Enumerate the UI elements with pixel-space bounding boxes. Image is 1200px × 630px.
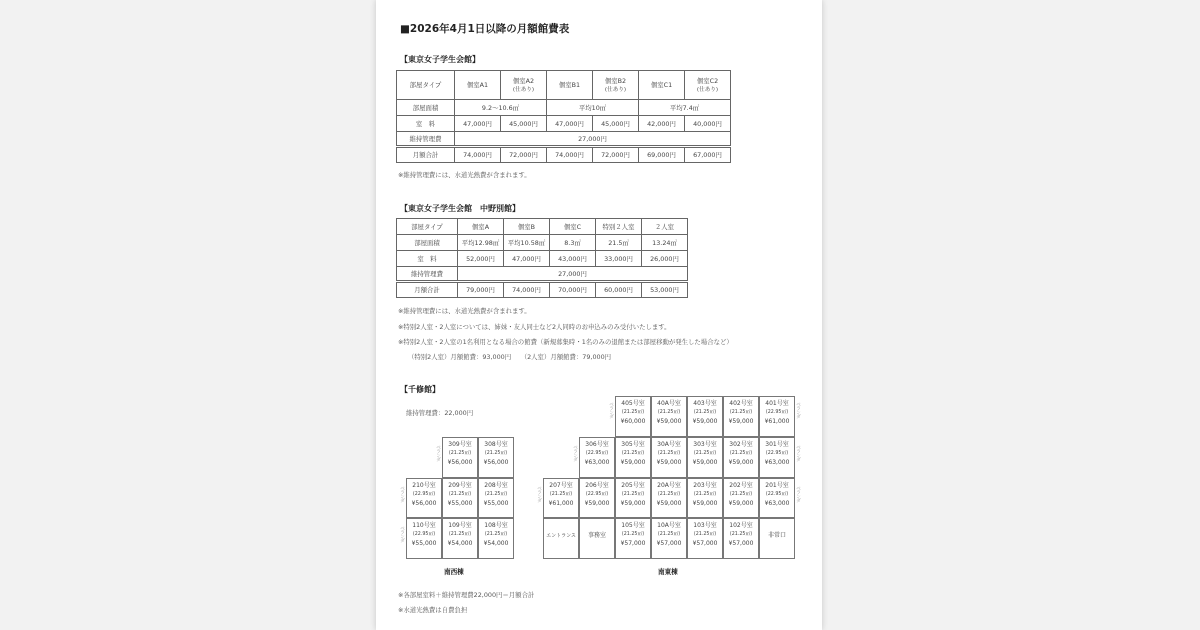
table-row (397, 132, 731, 147)
section-heading-senshukan: 【千修館】 (400, 385, 440, 394)
note: ※特別2人室・2人室の1名利用となる場合の館費（新規募集時・1名のみの退館または部屋移動が発生した場合など） (398, 338, 733, 346)
note: （特別2人室）月額館費：93,000円 （2人室）月額館費：79,000円 (408, 353, 612, 361)
note: ※維持管理費には、水道光熱費が含まれます。 (398, 307, 531, 315)
fee-table-nakano (396, 218, 688, 298)
room-cell: 206号室 (22.95㎡) ¥59,000 (579, 478, 615, 518)
document-title: ■2026年4月1日以降の月額館費表 (400, 23, 570, 35)
mgmt-fee-cell: 27,000円 (458, 267, 688, 282)
mgmt-fee-label: 維持管理費：22,000円 (406, 409, 474, 417)
room-type-cell: 個室C1 (639, 71, 685, 100)
office-cell: 事務室 (579, 518, 615, 559)
fee-cell: 43,000円 (550, 251, 596, 267)
room-cell: 302号室 (21.25㎡) ¥59,000 (723, 437, 759, 478)
room-cell: 401号室 (22.95㎡) ¥61,000 (759, 396, 795, 437)
room-type-cell: 個室C (550, 219, 596, 235)
room-type-cell: 個室C2 (仕あり) (685, 71, 731, 100)
balcony-marker: ベランダ (609, 403, 614, 420)
row-label: 月額合計 (397, 147, 455, 163)
room-cell: 30A号室 (21.25㎡) ¥59,000 (651, 437, 687, 478)
table-row (397, 116, 731, 132)
room-cell: 205号室 (21.25㎡) ¥59,000 (615, 478, 651, 518)
fee-cell: 42,000円 (639, 116, 685, 132)
table-row (397, 282, 688, 298)
row-label: 部屋タイプ (397, 219, 458, 235)
area-cell: 平均10.58㎡ (504, 235, 550, 251)
room-cell: 109号室 (21.25㎡) ¥54,000 (442, 518, 478, 559)
room-cell: 10A号室 (21.25㎡) ¥57,000 (651, 518, 687, 559)
room-cell: 301号室 (22.95㎡) ¥63,000 (759, 437, 795, 478)
note: ※各部屋室料＋維持管理費22,000円＝月額合計 (398, 591, 535, 599)
note: ※維持管理費には、水道光熱費が含まれます。 (398, 171, 531, 179)
fee-cell: 33,000円 (596, 251, 642, 267)
total-cell: 74,000円 (504, 282, 550, 298)
room-type-cell: 特別２人室 (596, 219, 642, 235)
mgmt-fee-cell: 27,000円 (455, 132, 731, 147)
area-cell: 9.2～10.6㎡ (455, 100, 547, 116)
row-label: 部屋タイプ (397, 71, 455, 100)
room-cell: 203号室 (21.25㎡) ¥59,000 (687, 478, 723, 518)
room-cell: 305号室 (21.25㎡) ¥59,000 (615, 437, 651, 478)
room-type-cell: 個室B (504, 219, 550, 235)
fee-table-tokyo (396, 70, 731, 163)
fee-cell: 40,000円 (685, 116, 731, 132)
row-label: 室 料 (397, 251, 458, 267)
total-cell: 53,000円 (642, 282, 688, 298)
row-label: 維持管理費 (397, 132, 455, 147)
section-heading-nakano: 【東京女子学生会館 中野別館】 (400, 204, 520, 213)
table-row (397, 235, 688, 251)
room-cell: 110号室 (22.95㎡) ¥55,000 (406, 518, 442, 559)
room-cell: 208号室 (21.25㎡) ¥55,000 (478, 478, 514, 518)
total-cell: 70,000円 (550, 282, 596, 298)
room-cell: 209号室 (21.25㎡) ¥55,000 (442, 478, 478, 518)
note: ※特別2人室・2人室については、姉妹・友人同士など2人同時のお申込みのみ受付いたします。 (398, 323, 671, 331)
balcony-marker: ベランダ (796, 403, 801, 420)
room-type-cell: 個室B1 (547, 71, 593, 100)
area-cell: 平均12.98㎡ (458, 235, 504, 251)
total-cell: 72,000円 (501, 147, 547, 163)
table-row (397, 267, 688, 282)
note: ※水道光熱費は自費負担 (398, 606, 468, 614)
total-cell: 72,000円 (593, 147, 639, 163)
total-cell: 74,000円 (547, 147, 593, 163)
balcony-marker: ベランダ (573, 446, 578, 463)
room-type-cell: 個室B2 (仕あり) (593, 71, 639, 100)
area-cell: 21.5㎡ (596, 235, 642, 251)
room-cell: 306号室 (22.95㎡) ¥63,000 (579, 437, 615, 478)
balcony-marker: ベランダ (400, 527, 405, 544)
room-type-cell: 個室A1 (455, 71, 501, 100)
total-cell: 74,000円 (455, 147, 501, 163)
table-row (397, 219, 688, 235)
building-label-southeast: 南東棟 (658, 568, 678, 576)
row-label: 維持管理費 (397, 267, 458, 282)
row-label: 部屋面積 (397, 100, 455, 116)
room-cell: 105号室 (21.25㎡) ¥57,000 (615, 518, 651, 559)
room-cell: 201号室 (22.95㎡) ¥63,000 (759, 478, 795, 518)
exit-cell: 非常口 (759, 518, 795, 559)
room-cell: 202号室 (21.25㎡) ¥59,000 (723, 478, 759, 518)
fee-cell: 26,000円 (642, 251, 688, 267)
row-label: 室 料 (397, 116, 455, 132)
area-cell: 平均10㎡ (547, 100, 639, 116)
room-cell: 103号室 (21.25㎡) ¥57,000 (687, 518, 723, 559)
table-row (397, 147, 731, 163)
room-cell: 405号室 (21.25㎡) ¥60,000 (615, 396, 651, 437)
total-cell: 67,000円 (685, 147, 731, 163)
row-label: 月額合計 (397, 282, 458, 298)
fee-cell: 45,000円 (501, 116, 547, 132)
fee-cell: 47,000円 (455, 116, 501, 132)
room-cell: 309号室 (21.25㎡) ¥56,000 (442, 437, 478, 478)
fee-cell: 47,000円 (504, 251, 550, 267)
room-type-cell: ２人室 (642, 219, 688, 235)
fee-cell: 52,000円 (458, 251, 504, 267)
room-cell: 108号室 (21.25㎡) ¥54,000 (478, 518, 514, 559)
fee-cell: 45,000円 (593, 116, 639, 132)
room-cell: 402号室 (21.25㎡) ¥59,000 (723, 396, 759, 437)
balcony-marker: ベランダ (796, 446, 801, 463)
balcony-marker: ベランダ (436, 446, 441, 463)
room-type-cell: 個室A (458, 219, 504, 235)
total-cell: 69,000円 (639, 147, 685, 163)
building-label-southwest: 南西棟 (444, 568, 464, 576)
balcony-marker: ベランダ (400, 487, 405, 504)
room-cell: 40A号室 (21.25㎡) ¥59,000 (651, 396, 687, 437)
room-cell: 210号室 (22.95㎡) ¥56,000 (406, 478, 442, 518)
room-cell: 20A号室 (21.25㎡) ¥59,000 (651, 478, 687, 518)
room-cell: 102号室 (21.25㎡) ¥57,000 (723, 518, 759, 559)
total-cell: 79,000円 (458, 282, 504, 298)
table-row (397, 100, 731, 116)
row-label: 部屋面積 (397, 235, 458, 251)
room-cell: 207号室 (21.25㎡) ¥61,000 (543, 478, 579, 518)
room-cell: 303号室 (21.25㎡) ¥59,000 (687, 437, 723, 478)
section-heading-tokyo: 【東京女子学生会館】 (400, 55, 480, 64)
room-type-cell: 個室A2 (仕あり) (501, 71, 547, 100)
area-cell: 13.24㎡ (642, 235, 688, 251)
room-cell: 308号室 (21.25㎡) ¥56,000 (478, 437, 514, 478)
area-cell: 平均7.4㎡ (639, 100, 731, 116)
table-row (397, 251, 688, 267)
document-page (376, 0, 822, 630)
balcony-marker: ベランダ (537, 487, 542, 504)
balcony-marker: ベランダ (796, 487, 801, 504)
room-cell: 403号室 (21.25㎡) ¥59,000 (687, 396, 723, 437)
entrance-cell: エントランス (543, 518, 579, 559)
table-row (397, 71, 731, 100)
fee-cell: 47,000円 (547, 116, 593, 132)
area-cell: 8.3㎡ (550, 235, 596, 251)
total-cell: 60,000円 (596, 282, 642, 298)
